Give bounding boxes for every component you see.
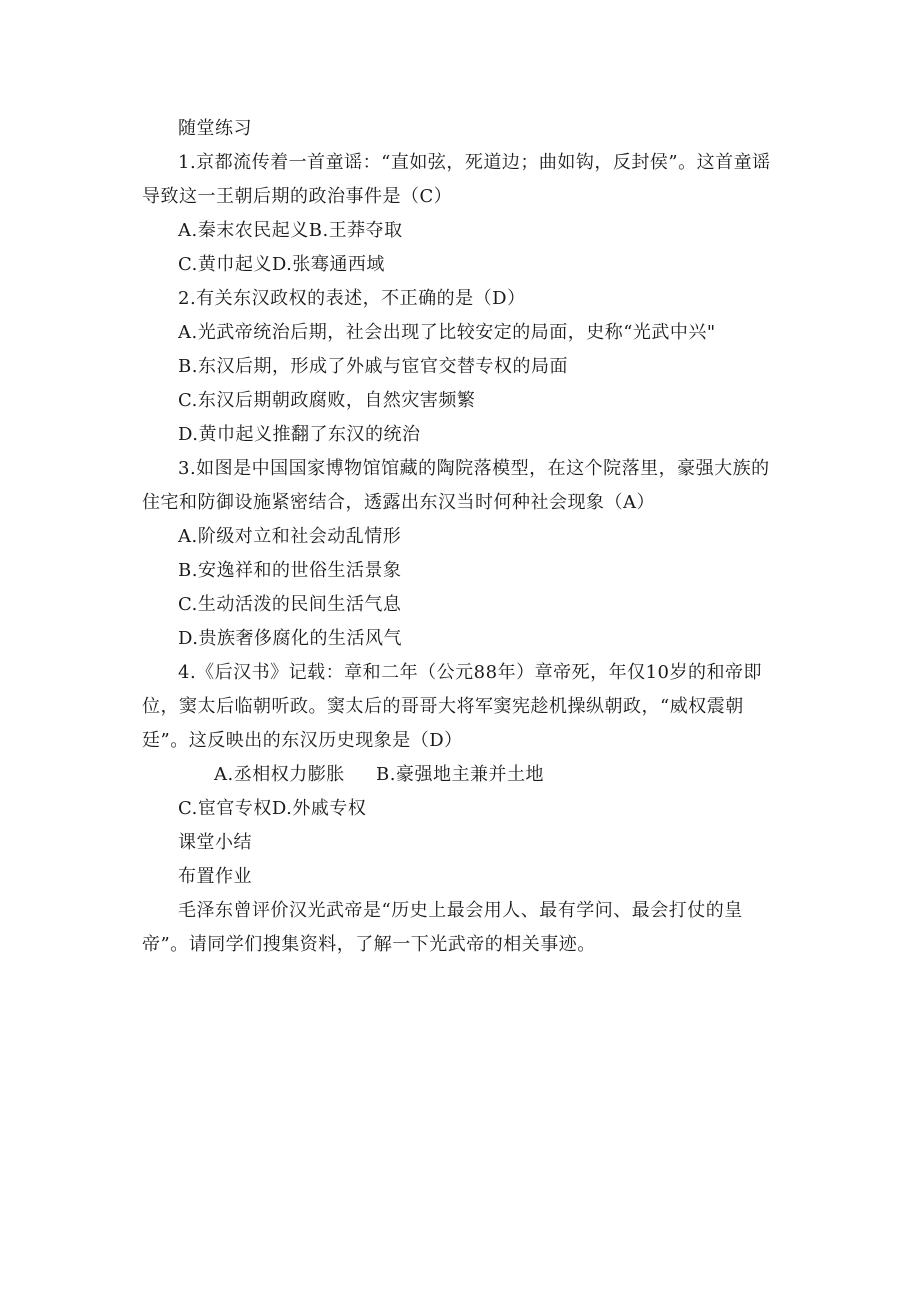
question-3-stem: 3.如图是中国国家博物馆馆藏的陶院落模型，在这个院落里，豪强大族的住宅和防御设施紧密结合，透露出东汉当时何种社会现象（A） bbox=[142, 458, 770, 513]
question-2-option-c: C.东汉后期朝政腐败，自然灾害频繁 bbox=[178, 390, 476, 411]
document-body bbox=[142, 112, 782, 962]
question-4-option-a: A.丞相权力膨胀 bbox=[214, 764, 345, 785]
question-4-options-line-2: C.宦官专权D.外戚专权 bbox=[178, 798, 367, 819]
section-heading-summary: 课堂小结 bbox=[178, 832, 252, 853]
question-4-stem: 4.《后汉书》记载：章和二年（公元88年）章帝死，年仅10岁的和帝即位，窦太后临朝听政。窦太后的哥哥大将军窦宪趁机操纵朝政，“威权震朝廷”。这反映出的东汉历史现象是（D） bbox=[142, 662, 762, 751]
question-4-option-b: B.豪强地主兼并土地 bbox=[376, 764, 544, 785]
question-3-option-c: C.生动活泼的民间生活气息 bbox=[178, 594, 402, 615]
question-2-option-a: A.光武帝统治后期，社会出现了比较安定的局面，史称“光武中兴" bbox=[178, 322, 716, 343]
question-1-options-line-1: A.秦末农民起义B.王莽夺取 bbox=[178, 220, 403, 241]
question-2-option-d: D.黄巾起义推翻了东汉的统治 bbox=[178, 424, 421, 445]
question-1-stem: 1.京都流传着一首童谣：“直如弦，死道边；曲如钩，反封侯”。这首童谣导致这一王朝后期的政治事件是（C） bbox=[142, 152, 771, 207]
question-2-stem: 2.有关东汉政权的表述，不正确的是（D） bbox=[178, 288, 526, 309]
homework-text: 毛泽东曾评价汉光武帝是“历史上最会用人、最有学问、最会打仗的皇帝”。请同学们搜集资料，了解一下光武帝的相关事迹。 bbox=[142, 900, 743, 955]
section-heading-practice: 随堂练习 bbox=[178, 118, 252, 139]
question-3-option-d: D.贵族奢侈腐化的生活风气 bbox=[178, 628, 403, 649]
question-3-option-b: B.安逸祥和的世俗生活景象 bbox=[178, 560, 402, 581]
question-1-options-line-2: C.黄巾起义D.张骞通西域 bbox=[178, 254, 385, 275]
section-heading-homework: 布置作业 bbox=[178, 866, 252, 887]
question-4-options-line-1 bbox=[142, 758, 782, 792]
question-2-option-b: B.东汉后期，形成了外戚与宦官交替专权的局面 bbox=[178, 356, 568, 377]
question-3-option-a: A.阶级对立和社会动乱情形 bbox=[178, 526, 402, 547]
